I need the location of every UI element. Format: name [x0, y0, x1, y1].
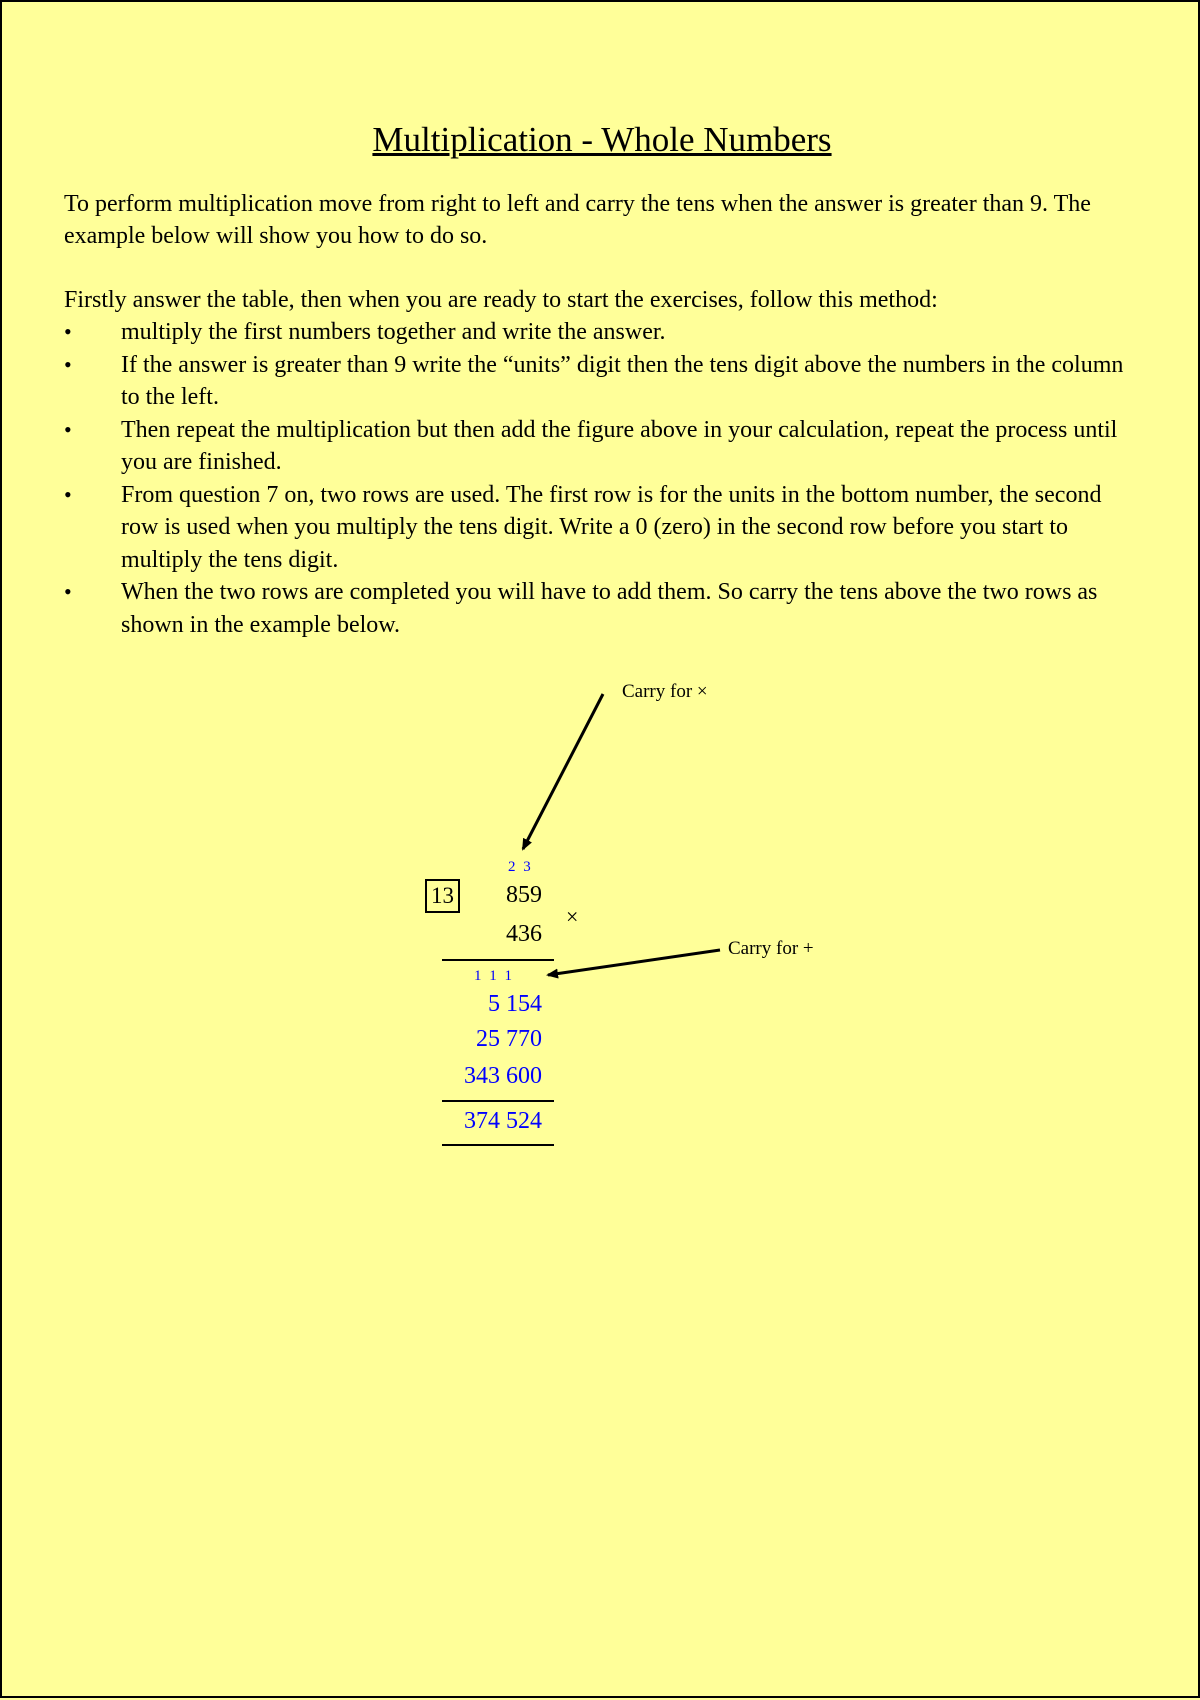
carry-multiply-digits: 2 3	[508, 859, 533, 875]
method-intro: Firstly answer the table, then when you are ready to start the exercises, follow this method:	[64, 287, 938, 313]
carry-add-arrow	[548, 950, 720, 975]
annotation-arrows	[2, 2, 1200, 1700]
method-step	[64, 576, 1144, 641]
intro-paragraph: To perform multiplication move from right to left and carry the tens when the answer is greater than 9. The example below will show you how to do so.	[64, 191, 1091, 249]
multiply-rule	[442, 959, 554, 961]
final-result: 374 524	[464, 1108, 542, 1134]
carry-add-digits: 1 1 1	[474, 968, 514, 984]
result-rule	[442, 1144, 554, 1146]
bullet-icon: •	[64, 319, 72, 344]
bullet-icon: •	[64, 351, 72, 377]
method-step	[64, 414, 1144, 479]
sum-rule	[442, 1100, 554, 1102]
bullet-icon: •	[64, 416, 72, 442]
method-step-text: multiply the first numbers together and write the answer.	[121, 319, 666, 345]
method-step	[64, 479, 1144, 577]
method-step-text: From question 7 on, two rows are used. The first row is for the units in the bottom number, the second row is used when you multiply the tens digit. Write a 0 (zero) in the second row before you start to multiply the tens digit.	[121, 481, 1102, 573]
method-steps-list	[64, 316, 1144, 641]
partial-product-1: 5 154	[488, 991, 542, 1017]
question-number-box: 13	[425, 879, 460, 913]
bullet-icon: •	[64, 481, 72, 507]
method-step-text: When the two rows are completed you will have to add them. So carry the tens above the two rows as shown in the example below.	[121, 579, 1098, 638]
partial-product-3: 343 600	[464, 1063, 542, 1089]
bullet-icon: •	[64, 579, 72, 604]
carry-add-label: Carry for +	[728, 938, 814, 959]
partial-product-2: 25 770	[476, 1026, 542, 1052]
method-step	[64, 316, 1144, 349]
method-step	[64, 349, 1144, 414]
times-operator: ×	[566, 904, 579, 929]
method-step-text: Then repeat the multiplication but then add the figure above in your calculation, repeat the process until you are finished.	[121, 416, 1118, 475]
multiplicand: 859	[506, 882, 542, 908]
multiplier: 436	[506, 921, 542, 947]
carry-multiply-arrow	[523, 694, 603, 849]
method-step-text: If the answer is greater than 9 write the “units” digit then the tens digit above the numbers in the column to the left.	[121, 351, 1124, 410]
page-title: Multiplication - Whole Numbers	[372, 120, 832, 159]
carry-multiply-label: Carry for ×	[622, 681, 708, 702]
